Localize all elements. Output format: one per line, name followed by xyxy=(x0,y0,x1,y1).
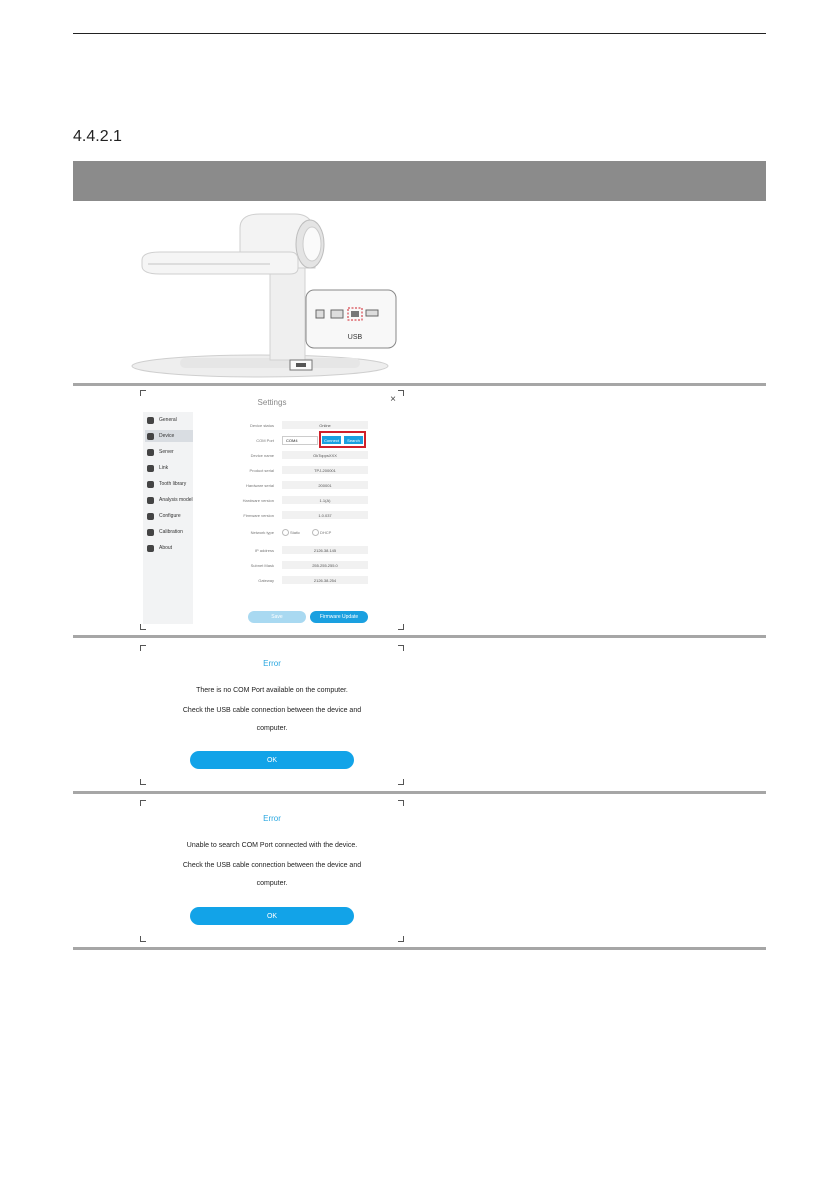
table-header-band xyxy=(73,161,766,201)
corner-mark xyxy=(398,779,404,785)
sidebar-item-label: Analysis model xyxy=(159,497,193,503)
sidebar-item-label: Configure xyxy=(159,513,181,519)
ip-address-value[interactable]: 2126.38.145 xyxy=(282,546,368,554)
corner-mark xyxy=(398,624,404,630)
hardware-version-label: Hardware version xyxy=(242,498,274,503)
settings-sidebar xyxy=(143,412,193,624)
subnet-mask-label: Subnet Mask xyxy=(250,563,274,568)
sidebar-item-label: General xyxy=(159,417,177,423)
dhcp-radio[interactable] xyxy=(312,529,319,536)
error-message-line: Unable to search COM Port connected with the device. xyxy=(186,842,358,849)
corner-mark xyxy=(140,779,146,785)
error-message-line: computer. xyxy=(256,725,288,732)
error-dialog-no-com-port xyxy=(140,645,404,785)
analysis-icon xyxy=(147,497,154,504)
sidebar-item-tooth-library[interactable] xyxy=(145,478,193,490)
row-separator xyxy=(73,635,766,638)
product-serial-value: TPJ-200001 xyxy=(282,466,368,474)
device-illustration xyxy=(120,208,400,380)
error-message-line: computer. xyxy=(256,880,288,887)
gear-icon xyxy=(147,417,154,424)
ok-button[interactable]: OK xyxy=(190,907,354,925)
section-number: 4.4.2.1 xyxy=(73,128,122,145)
firmware-update-button[interactable]: Firmware Update xyxy=(310,611,368,623)
error-message-line: Check the USB cable connection between the device and xyxy=(182,707,362,714)
corner-mark xyxy=(140,936,146,942)
settings-title: Settings xyxy=(257,398,287,407)
hardware-serial-value: 200001 xyxy=(282,481,368,489)
info-icon xyxy=(147,545,154,552)
sidebar-item-label: Device xyxy=(159,433,175,439)
server-icon xyxy=(147,449,154,456)
row-separator xyxy=(73,791,766,794)
product-serial-label: Product serial xyxy=(249,468,274,473)
sidebar-item-label: Calibration xyxy=(159,529,183,535)
hardware-version-value: 1.1(A) xyxy=(282,496,368,504)
static-radio[interactable] xyxy=(282,529,289,536)
corner-mark xyxy=(398,800,404,806)
static-radio-label: Static xyxy=(290,530,301,535)
settings-window xyxy=(140,390,404,630)
error-title: Error xyxy=(263,814,281,823)
ip-address-label: IP address xyxy=(254,548,274,553)
corner-mark xyxy=(398,645,404,651)
sidebar-item-label: Link xyxy=(159,465,169,471)
sidebar-item-configure[interactable] xyxy=(145,510,193,522)
save-button[interactable]: Save xyxy=(248,611,306,623)
search-button[interactable]: Search xyxy=(344,436,363,444)
connect-button[interactable]: Connect xyxy=(322,436,341,444)
corner-mark xyxy=(398,936,404,942)
device-name-label: Device name xyxy=(250,453,274,458)
firmware-version-value: 1.0.037 xyxy=(282,511,368,519)
top-rule xyxy=(73,33,766,34)
configure-icon xyxy=(147,513,154,520)
sidebar-item-about[interactable] xyxy=(145,542,193,554)
sidebar-item-label: About xyxy=(159,545,173,551)
device-status-label: Device status xyxy=(249,423,274,428)
calibration-icon xyxy=(147,529,154,536)
usb-label: USB xyxy=(347,334,363,341)
com-port-select[interactable]: COM4 xyxy=(282,436,318,445)
sidebar-item-device[interactable] xyxy=(145,430,193,442)
sidebar-item-link[interactable] xyxy=(145,462,193,474)
dhcp-radio-label: DHCP xyxy=(320,530,332,535)
corner-mark xyxy=(140,645,146,651)
sidebar-item-label: Server xyxy=(159,449,174,455)
close-icon[interactable]: × xyxy=(390,394,396,405)
hardware-serial-label: Hardware serial xyxy=(245,483,274,488)
tooth-icon xyxy=(147,481,154,488)
error-message-line: Check the USB cable connection between the device and xyxy=(182,862,362,869)
sidebar-item-server[interactable] xyxy=(145,446,193,458)
sidebar-item-general[interactable] xyxy=(145,414,193,426)
link-icon xyxy=(147,465,154,472)
corner-mark xyxy=(398,390,404,396)
corner-mark xyxy=(140,390,146,396)
device-status-value: Online xyxy=(282,421,368,429)
corner-mark xyxy=(140,624,146,630)
sidebar-item-label: Tooth library xyxy=(159,481,187,487)
sidebar-item-calibration[interactable] xyxy=(145,526,193,538)
device-icon xyxy=(147,433,154,440)
error-dialog-search-com-port xyxy=(140,800,404,942)
device-name-value: OkToppsXXX xyxy=(282,451,368,459)
error-title: Error xyxy=(263,659,281,668)
sidebar-item-analysis-model[interactable] xyxy=(145,494,193,506)
row-separator xyxy=(73,383,766,386)
corner-mark xyxy=(140,800,146,806)
ok-button[interactable]: OK xyxy=(190,751,354,769)
network-type-label: Network type xyxy=(250,530,274,535)
subnet-mask-value[interactable]: 255.255.255.0 xyxy=(282,561,368,569)
gateway-value[interactable]: 2126.38.254 xyxy=(282,576,368,584)
row-separator xyxy=(73,947,766,950)
error-message-line: There is no COM Port available on the computer. xyxy=(196,687,348,694)
com-port-label: COM Port xyxy=(256,438,274,443)
firmware-version-label: Firmware version xyxy=(243,513,274,518)
gateway-label: Gateway xyxy=(258,578,274,583)
